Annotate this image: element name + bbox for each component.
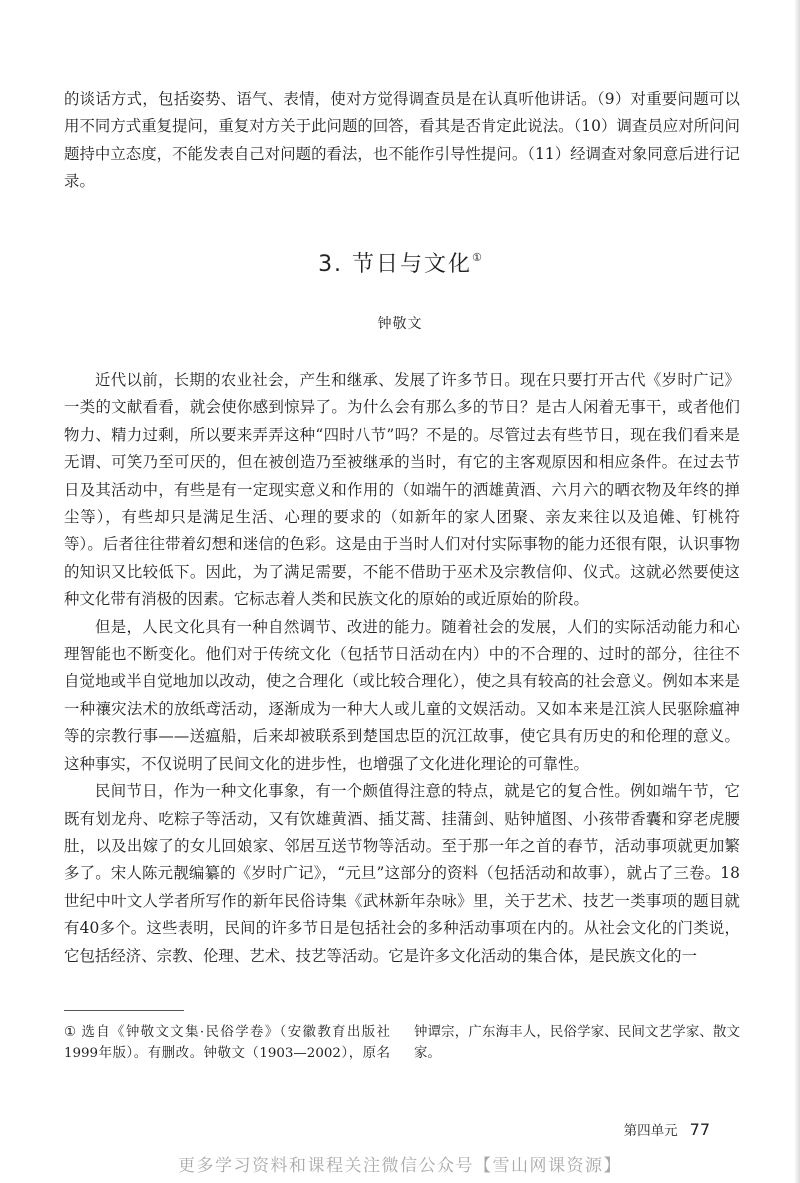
body-paragraph-2: 但是，人民文化具有一种自然调节、改进的能力。随着社会的发展，人们的实际活动能力和心理智能也不断变化。他们对于传统文化（包括节日活动在内）中的不合理的、过时的部分，往往不自觉地或半自觉地加以改动，使之合理化（或比较合理化），使之具有较高的社会意义。例如本来是一种禳灾法术的放纸鸢活动，逐渐成为一种大人或儿童的文娱活动。又如本来是江滨人民驱除瘟神等的宗教行事——送瘟船，后来却被联系到楚国忠臣的沉江故事，使它具有历史的和伦理的意义。这种事实，不仅说明了民间文化的进步性，也增强了文化进化理论的可靠性。: [64, 617, 740, 773]
body-paragraph-1: 近代以前，长期的农业社会，产生和继承、发展了许多节日。现在只要打开古代《岁时广记》一类的文献看看，就会使你感到惊异了。为什么会有那么多的节日？是古人闲着无事干，或者他们物力、精力过剩，所以要来弄弄这种“四时八节”吗？不是的。尽管过去有些节日，现在我们看来是无谓、可笑乃至可厌的，但在被创造乃至被继承的当时，有它的主客观原因和相应条件。在过去节日及其活动中，有些是有一定现实意义和作用的（如端午的洒雄黄酒、六月六的晒衣物及年终的掸尘等），有些却只是满足生活、心理的要求的（如新年的家人团聚、亲友来往以及追傩、钉桃符等）。后者往往带着幻想和迷信的色彩。这是由于当时人们对付实际事物的能力还很有限，认识事物的知识又比较低下。因此，为了满足需要，不能不借助于巫术及宗教信仰、仪式。这就必然要使这种文化带有消极的因素。它标志着人类和民族文化的原始的或近原始的阶段。: [64, 371, 740, 609]
watermark-text: 更多学习资料和课程关注微信公众号【雪山网课资源】: [178, 1156, 622, 1176]
page-edge-shadow: [794, 0, 800, 1183]
title-footnote-mark: ①: [472, 251, 482, 264]
body-paragraph-3: 民间节日，作为一种文化事象，有一个颇值得注意的特点，就是它的复合性。例如端午节，它既有划龙舟、吃粽子等活动，又有饮雄黄酒、插艾蒿、挂蒲剑、贴钟馗图、小孩带香囊和穿老虎腰肚，以及出嫁了的女儿回娘家、邻居互送节物等活动。至于那一年之首的春节，活动事项就更加繁多了。宋人陈元靓编纂的《岁时广记》，“元旦”这部分的资料（包括活动和故事），就占了三卷。18世纪中叶文人学者所写作的新年民俗诗集《武林新年杂咏》里，关于艺术、技艺一类事项的题目就有40多个。这些表明，民间的许多节日是包括社会的多种活动事项在内的。从社会文化的门类说，它包括经济、宗教、伦理、艺术、技艺等活动。它是许多文化活动的集合体，是民族文化的一: [64, 782, 740, 965]
article-title: [0, 247, 800, 278]
footnote: [64, 1022, 740, 1064]
footnote-divider: [64, 1010, 184, 1011]
intro-paragraph: 的谈话方式，包括姿势、语气、表情，使对方觉得调查员是在认真听他讲话。（9）对重要问题可以用不同方式重复提问，重复对方关于此问题的回答，看其是否肯定此说法。（10）调查员应对所问问题持中立态度，不能发表自己对问题的看法，也不能作引导性提问。（11）经调查对象同意后进行记录。: [64, 90, 740, 191]
article-author: 钟敬文: [377, 316, 423, 332]
page-number: 77: [689, 1120, 710, 1139]
article-body: [64, 367, 740, 970]
unit-label: 第四单元: [623, 1123, 678, 1139]
footnote-text: 选自《钟敬文文集·民俗学卷》（安徽教育出版社1999年版）。有删改。钟敬文（1903—2002），原名钟谭宗，广东海丰人，民俗学家、民间文艺学家、散文家。: [64, 1025, 740, 1061]
article-title-text: 3. 节日与文化: [318, 252, 473, 277]
page-footer: [624, 1119, 710, 1139]
footnote-number: ①: [64, 1025, 78, 1040]
previous-section-text: [64, 86, 740, 196]
